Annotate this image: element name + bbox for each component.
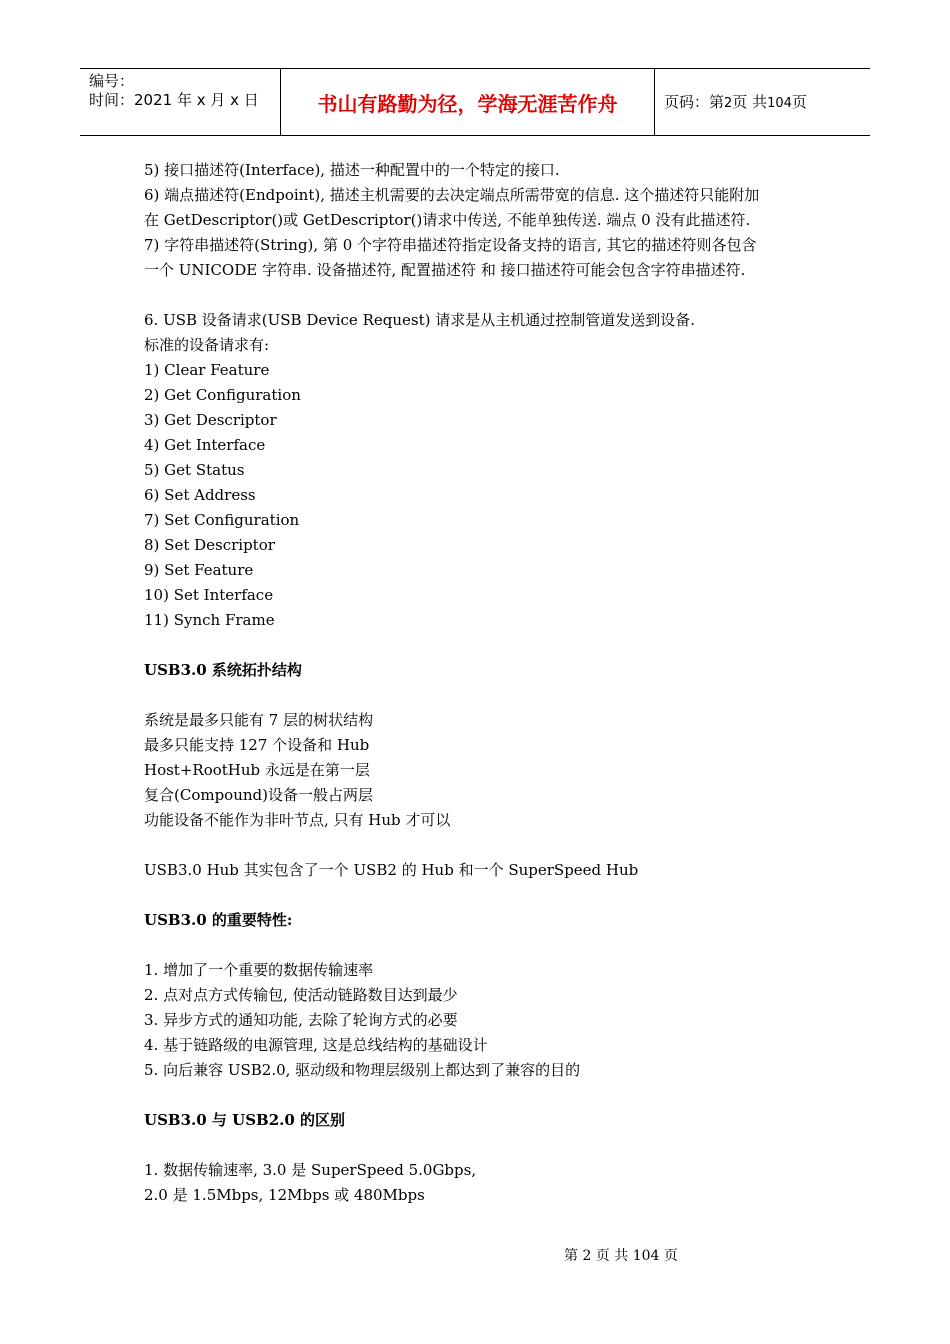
page-prefix: 页码：第 bbox=[664, 93, 725, 111]
number-label: 编号： bbox=[89, 72, 135, 90]
section-heading: USB3.0 与 USB2.0 的区别 bbox=[144, 1111, 346, 1129]
text-line: 5) Get Status bbox=[144, 461, 245, 479]
blank-line bbox=[144, 833, 824, 858]
text-line: 最多只能支持 127 个设备和 Hub bbox=[144, 736, 370, 754]
blank-line bbox=[144, 1133, 824, 1158]
text-line: USB3.0 Hub 其实包含了一个 USB2 的 Hub 和一个 SuperSpeed Hub bbox=[144, 861, 639, 879]
text-line: 3) Get Descriptor bbox=[144, 411, 277, 429]
time-label: 时间：2021 年 x 月 x 日 bbox=[89, 91, 259, 109]
text-line: 功能设备不能作为非叶节点, 只有 Hub 才可以 bbox=[144, 811, 451, 829]
section-heading: USB3.0 系统拓扑结构 bbox=[144, 661, 302, 679]
text-line: 6) Set Address bbox=[144, 486, 256, 504]
text-line: 2. 点对点方式传输包, 使活动链路数目达到最少 bbox=[144, 986, 458, 1004]
text-line: 3. 异步方式的通知功能, 去除了轮询方式的必要 bbox=[144, 1011, 458, 1029]
blank-line bbox=[144, 1083, 824, 1108]
text-line: 8) Set Descriptor bbox=[144, 536, 275, 554]
header-page-number bbox=[664, 93, 807, 113]
page-header bbox=[80, 68, 870, 136]
text-line: 1) Clear Feature bbox=[144, 361, 270, 379]
text-line: 2.0 是 1.5Mbps, 12Mbps 或 480Mbps bbox=[144, 1186, 425, 1204]
text-line: 6) 端点描述符(Endpoint), 描述主机需要的去决定端点所需带宽的信息. 这个描述符只能附加 bbox=[144, 186, 760, 204]
text-line: 5) 接口描述符(Interface), 描述一种配置中的一个特定的接口. bbox=[144, 161, 560, 179]
text-line: 复合(Compound)设备一般占两层 bbox=[144, 786, 373, 804]
text-line: 7) 字符串描述符(String), 第 0 个字符串描述符指定设备支持的语言, 其它的描述符则各包含 bbox=[144, 236, 757, 254]
text-line: 系统是最多只能有 7 层的树状结构 bbox=[144, 711, 374, 729]
text-line: 在 GetDescriptor()或 GetDescriptor()请求中传送, 不能单独传送. 端点 0 没有此描述符. bbox=[144, 211, 751, 229]
document-body bbox=[144, 158, 824, 1208]
page-mid: 页 共 bbox=[732, 93, 768, 111]
text-line: 10) Set Interface bbox=[144, 586, 274, 604]
blank-line bbox=[144, 683, 824, 708]
text-line: 标准的设备请求有: bbox=[144, 336, 270, 354]
header-meta-cell bbox=[80, 69, 281, 135]
text-line: 11) Synch Frame bbox=[144, 611, 275, 629]
page-current: 2 bbox=[724, 96, 733, 111]
blank-line bbox=[144, 633, 824, 658]
page-suffix: 页 bbox=[791, 93, 807, 111]
text-line: 4. 基于链路级的电源管理, 这是总线结构的基础设计 bbox=[144, 1036, 488, 1054]
text-line: 一个 UNICODE 字符串. 设备描述符, 配置描述符 和 接口描述符可能会包含字符串描述符. bbox=[144, 261, 746, 279]
page-footer: 第 2 页 共 104 页 bbox=[564, 1248, 678, 1264]
text-line: 7) Set Configuration bbox=[144, 511, 300, 529]
text-line: 1. 增加了一个重要的数据传输速率 bbox=[144, 961, 374, 979]
text-line: 2) Get Configuration bbox=[144, 386, 301, 404]
section-heading: USB3.0 的重要特性: bbox=[144, 911, 293, 929]
page-total: 104 bbox=[767, 96, 792, 111]
text-line: 6. USB 设备请求(USB Device Request) 请求是从主机通过控制管道发送到设备. bbox=[144, 311, 695, 329]
text-line: Host+RootHub 永远是在第一层 bbox=[144, 761, 370, 779]
header-motto-cell bbox=[281, 69, 655, 135]
text-line: 1. 数据传输速率, 3.0 是 SuperSpeed 5.0Gbps, bbox=[144, 1161, 477, 1179]
blank-line bbox=[144, 933, 824, 958]
text-line: 5. 向后兼容 USB2.0, 驱动级和物理层级别上都达到了兼容的目的 bbox=[144, 1061, 581, 1079]
text-line: 4) Get Interface bbox=[144, 436, 266, 454]
header-page-cell bbox=[655, 69, 870, 135]
blank-line bbox=[144, 883, 824, 908]
blank-line bbox=[144, 283, 824, 308]
text-line: 9) Set Feature bbox=[144, 561, 254, 579]
motto-text: 书山有路勤为径，学海无涯苦作舟 bbox=[317, 92, 618, 116]
